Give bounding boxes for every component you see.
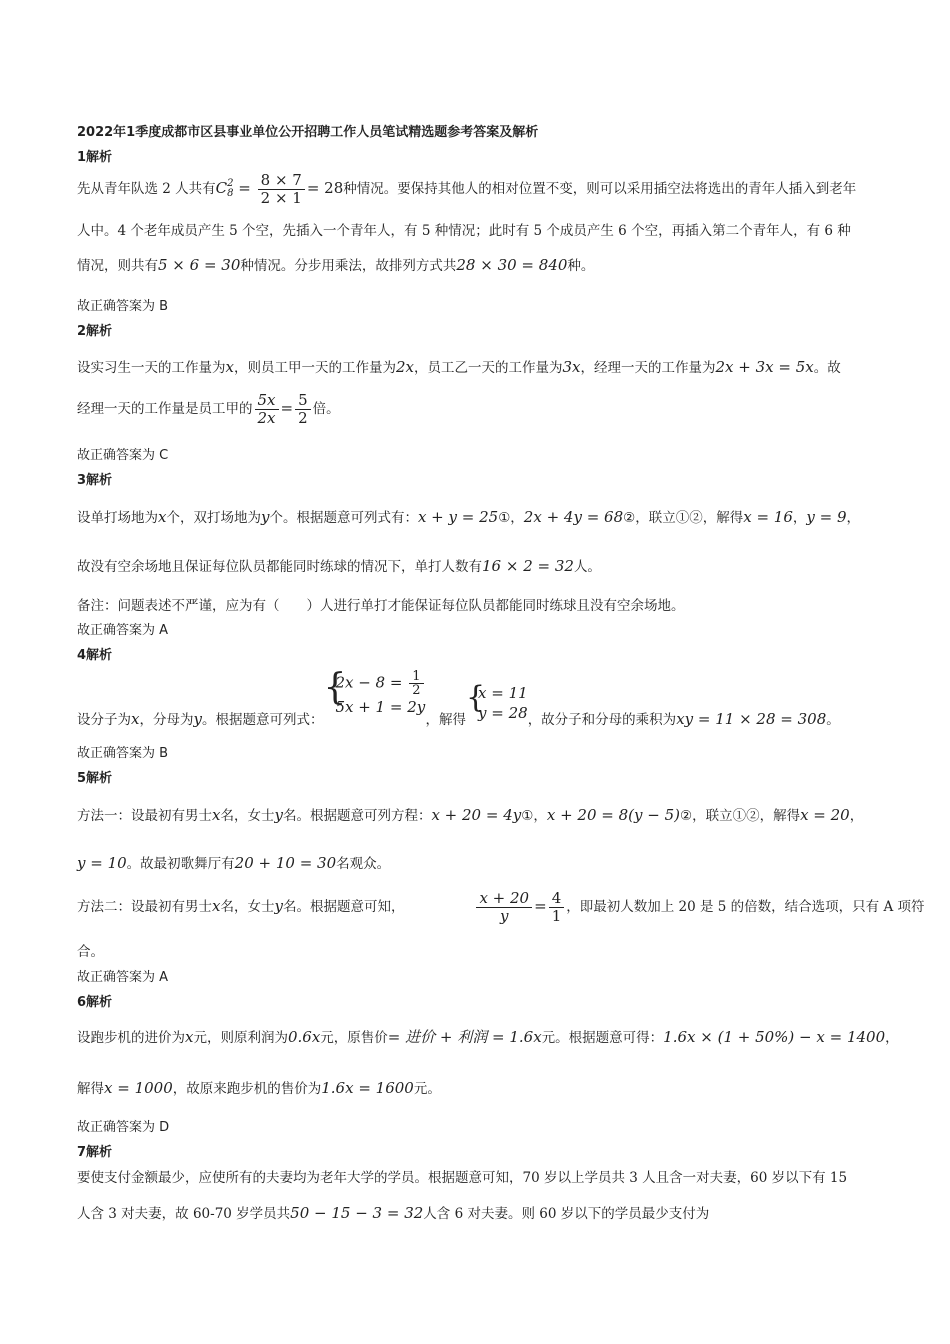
q4-brace-1: {: [323, 667, 347, 708]
q1-heading: 1解析: [77, 150, 113, 165]
q1-math-1: 5 × 6 = 30: [158, 256, 241, 274]
q2-var-3: 3x: [562, 358, 581, 376]
q5-answer: 故正确答案为 A: [77, 970, 169, 985]
q4-system-1: [323, 667, 426, 717]
q5-text-2: 名，女士: [220, 808, 275, 824]
q4-line-1: [77, 667, 840, 728]
q1-text-2: 种情况。要保持其他人的相对位置不变，则可以采用插空法将选出的青年人插入到老年: [343, 181, 857, 197]
q6-var-1: x: [185, 1028, 194, 1046]
q3-text-1: 设单打场地为: [77, 510, 158, 526]
q2-frac1-num: 5x: [255, 392, 279, 410]
q3-var-1: x: [158, 508, 167, 526]
q2-var-4: 2x + 3x = 5x: [715, 358, 814, 376]
q4-sys2-row2: y = 28: [478, 704, 528, 722]
q5-text-9: ，即最初人数加上 20 是 5 的倍数，结合选项，只有 A 项符: [566, 899, 925, 915]
q6-text-6: ，故原来跑步机的售价为: [172, 1081, 322, 1097]
q6-text-5: 解得: [77, 1081, 104, 1097]
q2-frac1-den: 2x: [257, 409, 276, 427]
q1-c-sup: 2: [227, 178, 234, 189]
q5-eq: =: [534, 897, 547, 915]
q1-fraction: [258, 172, 305, 207]
q4-var-2: y: [193, 710, 202, 728]
q3-text-3: 个。根据题意可列式有：: [269, 510, 418, 526]
q3-answer: 故正确答案为 A: [77, 623, 169, 638]
q4-sys1-num: 1: [409, 670, 423, 684]
q5-frac1-num: x + 20: [476, 890, 532, 908]
q4-var-1: x: [131, 710, 140, 728]
q5-text-7: 名，女士: [220, 899, 275, 915]
q4-text-3: 。根据题意可列式：: [201, 712, 324, 728]
q1-c-base: C: [215, 179, 228, 197]
q3-conn-1: ①，: [498, 510, 524, 526]
q4-sys1-row1: [335, 670, 425, 697]
q2-fraction-1: [255, 392, 279, 427]
q5-text-5: 名观众。: [336, 856, 391, 872]
q2-text-6: 经理一天的工作量是员工甲的: [77, 401, 253, 417]
q5-conn-2: ②，联立①②，解得: [679, 808, 801, 824]
q1-combination: [216, 179, 234, 197]
q3-line-1: [77, 506, 860, 526]
q5-var-1: x: [212, 806, 221, 824]
q2-var-2: 2x: [395, 358, 414, 376]
q6-eq-2: = 进价 + 利润 = 1.6x: [387, 1028, 542, 1046]
q2-line-2: [77, 392, 340, 427]
q4-text-2: ，分母为: [139, 712, 194, 728]
q3-eq-5: 16 × 2 = 32: [482, 557, 574, 575]
q4-text-1: 设分子为: [77, 712, 131, 728]
q5-eq-4: y = 10: [77, 854, 127, 872]
q4-sys2-row1: x = 11: [478, 684, 528, 702]
document-title: 2022年1季度成都市区县事业单位公开招聘工作人员笔试精选题参考答案及解析: [77, 125, 539, 140]
q7-heading: 7解析: [77, 1145, 113, 1160]
q1-frac-num: 8 × 7: [258, 172, 305, 190]
q1-text: 先从青年队选 2 人共有: [77, 181, 216, 197]
q3-note: 备注：问题表述不严谨，应为有（ ）人进行单打才能保证每位队员都能同时练球且没有空余场地。: [77, 598, 685, 614]
q4-sys1-den: 2: [412, 683, 421, 698]
q5-fraction-2: [549, 890, 565, 925]
q6-line-2: [77, 1077, 441, 1097]
q2-text-7: 倍。: [312, 401, 340, 417]
q6-text-2: 元，则原利润为: [193, 1030, 288, 1046]
q5-conn-1: ①，: [521, 808, 547, 824]
q2-fraction-2: [295, 392, 311, 427]
q2-var-1: x: [225, 358, 234, 376]
q3-conn-3: ，: [792, 510, 807, 526]
q3-text-2: 个，双打场地为: [166, 510, 261, 526]
q3-eq-2: 2x + 4y = 68: [523, 508, 624, 526]
q7-text-3: 人含 6 对夫妻。则 60 岁以下的学员最少支付为: [423, 1206, 710, 1222]
q2-text-4: ，经理一天的工作量为: [580, 360, 716, 376]
q4-sys1-left: 2x − 8 =: [335, 673, 403, 692]
q1-c-sub: 8: [227, 188, 234, 199]
q3-var-2: y: [260, 508, 270, 526]
q6-eq-4: x = 1000: [104, 1079, 173, 1097]
q3-text-4: 故没有空余场地且保证每位队员都能同时练球的情况下，单打人数有: [77, 559, 482, 575]
q2-heading: 2解析: [77, 324, 113, 339]
q1-line-3: [77, 254, 594, 274]
q5-frac1-den: y: [500, 907, 509, 925]
q7-line-2: [77, 1202, 709, 1222]
q6-text-4: 元。根据题意可得：: [541, 1030, 664, 1046]
q1-text-4: 情况，则共有: [77, 258, 158, 274]
q2-text-5: 。故: [813, 360, 841, 376]
q4-brace-2: {: [466, 680, 486, 715]
q5-fraction-1: [476, 890, 532, 925]
q6-eq-5: 1.6x = 1600: [321, 1079, 414, 1097]
q1-eq28: = 28: [306, 179, 344, 197]
q1-line-1: [77, 172, 856, 207]
q2-answer: 故正确答案为 C: [77, 448, 169, 463]
q1-answer: 故正确答案为 B: [77, 299, 169, 314]
q1-frac-den: 2 × 1: [260, 189, 302, 207]
q5-frac2-den: 1: [551, 907, 562, 925]
q7-eq-1: 50 − 15 − 3 = 32: [290, 1204, 424, 1222]
q1-text-6: 种。: [567, 258, 595, 274]
q2-text-3: ，员工乙一天的工作量为: [413, 360, 563, 376]
q3-conn-4: ，: [846, 510, 861, 526]
q1-eq-sign: =: [233, 179, 256, 197]
q1-text-5: 种情况。分步用乘法，故排列方式共: [240, 258, 457, 274]
q5-eq-1: x + 20 = 4y: [431, 806, 522, 824]
q5-text-6: 方法二：设最初有男士: [77, 899, 212, 915]
q1-line-2: 人中。4 个老年成员产生 5 个空，先插入一个青年人，有 5 种情况；此时有 5 个成员产生 6 个空，再插入第二个青年人，有 6 种: [77, 223, 851, 239]
q3-eq-1: x + y = 25: [417, 508, 499, 526]
q4-system-2: [466, 680, 528, 723]
q5-text-1: 方法一：设最初有男士: [77, 808, 212, 824]
q5-var-2: y: [274, 806, 283, 824]
q4-text-4: ，解得: [425, 712, 467, 728]
q4-answer: 故正确答案为 B: [77, 746, 169, 761]
q6-heading: 6解析: [77, 995, 113, 1010]
q5-text-8: 名。根据题意可知，: [282, 899, 405, 915]
q5-frac2-num: 4: [549, 890, 565, 908]
q5-eq-2: x + 20 = 8(y − 5): [546, 806, 680, 824]
q5-text-3: 名。根据题意可列方程：: [282, 808, 432, 824]
q5-line-2: [77, 852, 390, 872]
q6-text-3: 元，原售价: [320, 1030, 388, 1046]
q5-line-1: [77, 804, 863, 824]
q5-heading: 5解析: [77, 771, 113, 786]
q6-line-1: [77, 1026, 899, 1047]
q5-eq-3: x = 20: [800, 806, 850, 824]
q3-heading: 3解析: [77, 473, 113, 488]
q6-eq-1: 0.6x: [287, 1028, 321, 1046]
q2-frac2-num: 5: [295, 392, 311, 410]
q6-eq-3: 1.6x × (1 + 50%) − x = 1400: [663, 1028, 886, 1046]
q3-eq-4: y = 9: [806, 508, 847, 526]
q4-eq-1: xy = 11 × 28 = 308: [676, 710, 827, 728]
q2-text-1: 设实习生一天的工作量为: [77, 360, 226, 376]
q6-conn-1: ，: [885, 1030, 899, 1046]
q6-text-1: 设跑步机的进价为: [77, 1030, 185, 1046]
q5-var-4: y: [274, 897, 283, 915]
q3-text-5: 人。: [573, 559, 601, 575]
q5-text-4: 。故最初歌舞厅有: [126, 856, 235, 872]
q2-line-1: [77, 356, 841, 376]
q3-eq-3: x = 16: [743, 508, 793, 526]
q6-answer: 故正确答案为 D: [77, 1120, 170, 1135]
q1-math-2: 28 × 30 = 840: [456, 256, 568, 274]
q4-heading: 4解析: [77, 648, 113, 663]
q5-line-3: [77, 890, 925, 925]
q5-line-4: 合。: [77, 944, 104, 960]
q2-eq: =: [280, 399, 294, 417]
q3-conn-2: ②，联立①②，解得: [623, 510, 744, 526]
q6-text-7: 元。: [413, 1081, 441, 1097]
q2-frac2-den: 2: [298, 409, 308, 427]
q5-var-3: x: [212, 897, 221, 915]
q4-text-5: ，故分子和分母的乘积为: [527, 712, 677, 728]
q7-text-2: 人含 3 对夫妻，故 60-70 岁学员共: [77, 1206, 291, 1222]
q4-sys1-frac: [409, 670, 423, 697]
q4-text-6: 。: [826, 712, 840, 728]
q4-sys1-row2: 5x + 1 = 2y: [335, 698, 426, 716]
q3-line-2: [77, 555, 601, 575]
q7-line-1: 要使支付金额最少，应使所有的夫妻均为老年大学的学员。根据题意可知，70 岁以上学员共 3 人且含一对夫妻，60 岁以下有 15: [77, 1170, 848, 1186]
q2-text-2: ，则员工甲一天的工作量为: [233, 360, 396, 376]
q5-conn-3: ，: [849, 808, 864, 824]
q5-eq-5: 20 + 10 = 30: [234, 854, 337, 872]
